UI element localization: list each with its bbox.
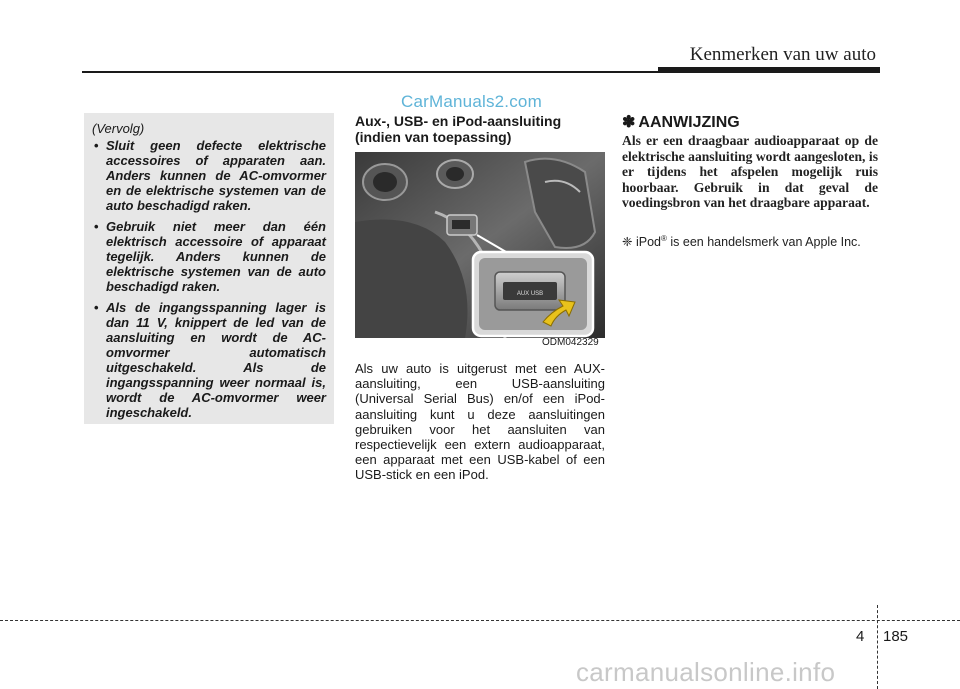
watermark-top[interactable]: CarManuals2.com — [401, 92, 542, 111]
trademark-brand: iPod — [635, 235, 661, 250]
caution-item: • Sluit geen defecte elektrische accessoires of apparaten aan. Anders kunnen de AC-omvormer en de elektrische systemen van de auto beschadigd raken. — [92, 138, 326, 213]
section-title-line1: Aux-, USB- en iPod-aansluiting — [355, 113, 562, 129]
image-code-label: ODM042329 — [542, 337, 599, 348]
note-title: AANWIJZING — [638, 114, 740, 131]
trademark-symbol-icon: ❈ — [622, 235, 633, 250]
svg-text:AUX USB: AUX USB — [516, 291, 544, 297]
footer-rule — [0, 620, 960, 621]
watermark-bottom[interactable]: carmanualsonline.info — [576, 657, 836, 687]
chapter-number: 4 — [856, 628, 865, 645]
page-header-title: Kenmerken van uw auto — [689, 44, 876, 65]
registered-mark: ® — [661, 234, 667, 243]
header-rule — [82, 71, 660, 73]
caution-item: • Als de ingangsspanning lager is dan 11 V, knippert de led van de aansluiting en wordt de AC-omvormer automatisch uitgeschakeld. Als de ingangsspanning weer normaal is, wordt de AC-omvormer weer ingeschakeld. — [92, 300, 326, 420]
section-title — [355, 113, 605, 145]
footer-divider — [877, 605, 878, 689]
continued-label: (Vervolg) — [92, 121, 145, 136]
asterisk-icon: ✽ — [622, 114, 636, 131]
header-rule-accent — [658, 67, 880, 73]
section-body: Als uw auto is uitgerust met een AUX-aansluiting, een USB-aansluiting (Universal Serial Bus) en/of een iPod-aansluiting kunt u deze aansluitingen gebruiken voor het aansluiten van respectievelijk een extern audioapparaat, een apparaat met een USB-kabel of een USB-stick en een iPod. — [355, 361, 605, 483]
page-number: 185 — [883, 628, 909, 645]
section-title-line2: (indien van toepassing) — [355, 129, 512, 145]
caution-item: • Gebruik niet meer dan één elektrisch accessoire of apparaat tegelijk. Anders kunnen de elektrische systemen van de auto beschadigd raken. — [92, 219, 326, 294]
trademark-note — [622, 234, 861, 249]
note-heading — [622, 112, 740, 132]
note-text: Als er een draagbaar audioapparaat op de elektrische aansluiting wordt aangesloten, is er tijdens het afspelen mogelijk ruis hoorbaar. Gebruik in dat geval de voedingsbron van het draagbare apparaat. — [622, 133, 878, 211]
trademark-text: is een handelsmerk van Apple Inc. — [666, 235, 861, 250]
aux-usb-photo — [355, 152, 605, 338]
caution-list — [92, 138, 326, 426]
console-illustration — [355, 152, 605, 338]
